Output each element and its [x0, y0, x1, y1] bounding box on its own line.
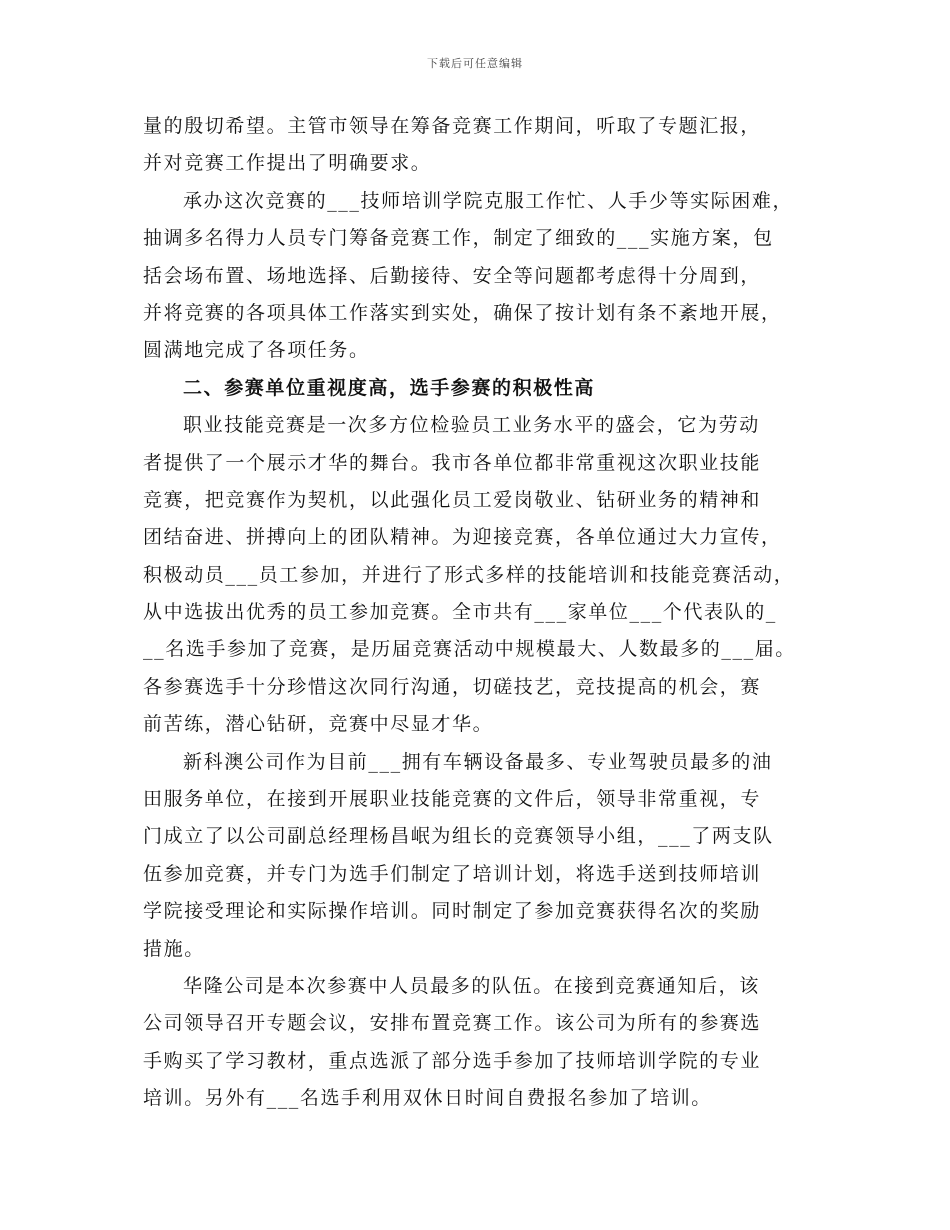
text-line: 公司领导召开专题会议，安排布置竞赛工作。该公司为所有的参赛选 [143, 1012, 762, 1035]
text-line: 量的殷切希望。主管市领导在筹备竞赛工作期间，听取了专题汇报， [143, 115, 762, 137]
text-line: 前苦练，潜心钻研，竞赛中尽显才华。 [143, 713, 494, 736]
text-line: 培训。另外有___名选手利用双休日时间自费报名参加了培训。 [143, 1087, 712, 1110]
document-body [143, 108, 815, 1118]
text-line: 并将竞赛的各项具体工作落实到实处，确保了按计划有条不紊地开展， [143, 301, 782, 324]
text-line: 并对竞赛工作提出了明确要求。 [143, 152, 432, 175]
text-line: 手购买了学习教材，重点选派了部分选手参加了技师培训学院的专业 [143, 1049, 762, 1072]
text-line: 职业技能竞赛是一次多方位检验员工业务水平的盛会，它为劳动 [183, 414, 760, 437]
text-line: 竞赛，把竞赛作为契机，以此强化员工爱岗敬业、钻研业务的精神和 [143, 488, 762, 511]
text-line: 从中选拔出优秀的员工参加竞赛。全市共有___家单位___个代表队的_ [143, 601, 777, 624]
text-line: 承办这次竞赛的___技师培训学院克服工作忙、人手少等实际困难， [183, 189, 794, 212]
text-line: __名选手参加了竞赛，是历届竞赛活动中规模最大、人数最多的___届。 [143, 638, 796, 661]
text-line: 圆满地完成了各项任务。 [143, 339, 370, 362]
text-line: 学院接受理论和实际操作培训。同时制定了参加竞赛获得名次的奖励 [143, 900, 762, 923]
text-line: 者提供了一个展示才华的舞台。我市各单位都非常重视这次职业技能 [143, 451, 762, 474]
text-line: 门成立了以公司副总经理杨昌岷为组长的竞赛领导小组，___了两支队 [143, 825, 774, 848]
text-line: 抽调多名得力人员专门筹备竞赛工作，制定了细致的___实施方案，包 [143, 227, 774, 250]
text-line: 积极动员___员工参加，并进行了形式多样的技能培训和技能竞赛活动， [143, 563, 795, 586]
section-heading: 二、参赛单位重视度高，选手参赛的积极性高 [183, 376, 596, 399]
text-line: 各参赛选手十分珍惜这次同行沟通，切磋技艺，竞技提高的机会，赛 [143, 675, 762, 698]
text-line: 措施。 [143, 937, 205, 960]
page-header-note: 下载后可任意编辑 [427, 57, 523, 70]
text-line: 华隆公司是本次参赛中人员最多的队伍。在接到竞赛通知后，该 [183, 974, 760, 997]
text-line: 伍参加竞赛，并专门为选手们制定了培训计划，将选手送到技师培训 [143, 862, 762, 885]
text-line: 团结奋进、拼搏向上的团队精神。为迎接竞赛，各单位通过大力宣传， [143, 526, 782, 549]
text-line: 新科澳公司作为目前___拥有车辆设备最多、专业驾驶员最多的油 [183, 750, 773, 773]
text-line: 田服务单位，在接到开展职业技能竞赛的文件后，领导非常重视，专 [143, 788, 762, 811]
text-line: 括会场布置、场地选择、后勤接待、安全等问题都考虑得十分周到， [143, 264, 762, 287]
